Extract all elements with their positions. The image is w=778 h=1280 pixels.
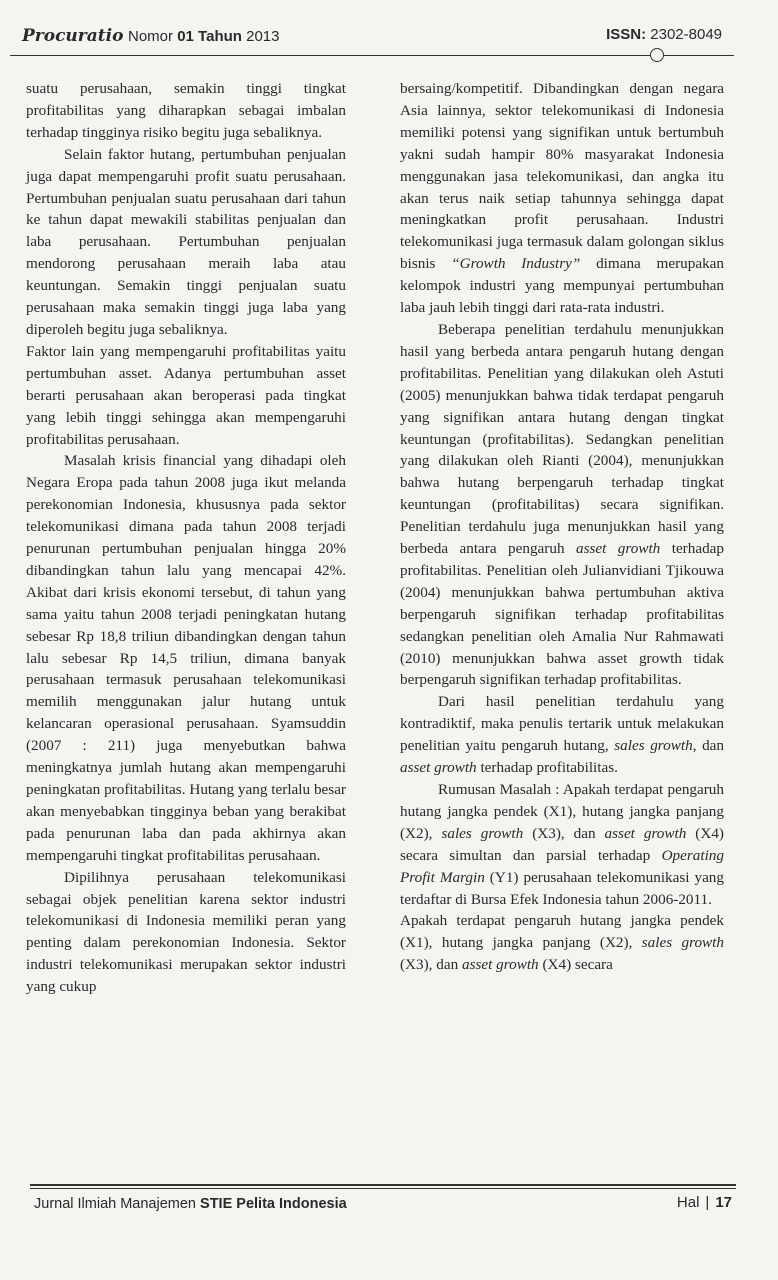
text-run: Faktor lain yang mempengaruhi profitabilitas yaitu pertumbuhan asset. Adanya pertumbuhan asset berarti perusahaan akan beroperasi pada tingkat yang lebih tinggi sehingga akan mempengaruhi profitabilitas perusahaan. bbox=[26, 342, 346, 448]
issn-label: ISSN: bbox=[606, 26, 647, 43]
footer-journal-name: Jurnal Ilmiah Manajemen bbox=[34, 1196, 196, 1212]
italic-term: sales growth bbox=[441, 824, 524, 842]
paragraph bbox=[26, 450, 346, 866]
text-run: Selain faktor hutang, pertumbuhan penjualan juga dapat mempengaruhi profit suatu perusahaan. Pertumbuhan penjualan suatu perusahaan dari tahun ke tahun dapat mewakili stabilitas penjualan dan laba perusahaan. Pertumbuhan penjualan mendorong perusahaan meraih laba atau keuntungan. Semakin tinggi penjualan suatu perusahaan maka semakin tinggi juga laba yang diperoleh begitu juga sebaliknya. bbox=[26, 145, 346, 338]
issue-info bbox=[128, 28, 279, 45]
text-run: Apakah terdapat pengaruh hutang jangka pendek (X1), hutang jangka panjang (X2), bbox=[400, 912, 724, 952]
left-column bbox=[26, 78, 346, 998]
right-column bbox=[400, 78, 724, 976]
issue-prefix: Nomor bbox=[128, 28, 174, 45]
text-run: Masalah krisis financial yang dihadapi oleh Negara Eropa pada tahun 2008 juga ikut melanda perekonomian Indonesia, khususnya pada sektor telekomunikasi dimana pada tahun 2008 terjadi penurunan pertumbuhan penjualan hingga 20% dibandingkan tahun lalu yang mencapai 42%. Akibat dari krisis ekonomi tersebut, di tahun yang sama yaitu tahun 2008 terjadi peningkatan hutang sebesar Rp 18,8 triliun dibandingkan dengan tahun lalu sebesar Rp 14,5 triliun, dimana banyak perusahaan termasuk perusahaan telekomunikasi memilih menggunakan jalur hutang untuk kelancaran operasional perusahaan. Syamsuddin (2007 : 211) juga menyebutkan bahwa meningkatnya jumlah hutang akan mempengaruhi peningkatan profitabilitas. Hutang yang terlalu besar akan menyebabkan tingginya beban yang berakibat pada penurunan laba dan pada akhirnya akan mempengaruhi tingkat profitabilitas perusahaan. bbox=[26, 452, 346, 864]
text-run: Beberapa penelitian terdahulu menunjukkan hasil yang berbeda antara pengaruh hutang dengan profitabilitas. Penelitian yang dilakukan oleh Astuti (2005) menunjukkan bahwa tidak terdapat pengaruh yang signifikan antara hutang dengan tingkat keuntungan (profitabilitas). Sedangkan penelitian yang dilakukan oleh Rianti (2004), menunjukkan bahwa hutang berpengaruh terhadap tingkat keuntungan (profitabilitas) secara signifikan. Penelitian terdahulu juga menunjukkan hasil yang berbeda antara pengaruh bbox=[400, 320, 724, 558]
text-run: Dari hasil penelitian terdahulu yang kontradiktif, maka penulis tertarik untuk melakukan penelitian yaitu pengaruh hutang, bbox=[400, 693, 724, 755]
paragraph bbox=[400, 319, 724, 691]
italic-term: Operating Profit Margin bbox=[400, 846, 724, 886]
italic-term: “Growth Industry” bbox=[451, 255, 581, 273]
issn-value: 2302-8049 bbox=[650, 26, 722, 43]
footer-institution: STIE Pelita Indonesia bbox=[200, 1196, 347, 1212]
text-run: (X3), dan bbox=[400, 956, 462, 974]
paragraph bbox=[26, 78, 346, 144]
page-number: 17 bbox=[715, 1194, 732, 1211]
journal-logo: Procuratio bbox=[22, 26, 124, 46]
italic-term: sales growth bbox=[641, 934, 725, 952]
italic-term: asset growth bbox=[462, 956, 539, 974]
page-number-block bbox=[677, 1194, 732, 1211]
text-run: suatu perusahaan, semakin tinggi tingkat profitabilitas yang diharapkan sebagai imbalan terhadap tingginya risiko begitu juga sebaliknya. bbox=[26, 80, 346, 141]
text-run: terhadap profitabilitas. Penelitian oleh Julianvidiani Tjikouwa (2004) menunjukkan bahwa pertumbuhan aktiva berpengaruh signifikan terhadap profitabilitas sedangkan penelitian oleh Amalia Nur Rahmawati (2010) menunjukkan bahwa asset growth tidak berpengaruh signifikan terhadap profitabilitas. bbox=[400, 540, 724, 689]
year: 2013 bbox=[246, 28, 280, 45]
issn bbox=[606, 26, 722, 43]
text-run: (X4) secara bbox=[538, 956, 613, 974]
text-run: (X4) secara simultan dan parsial terhadap bbox=[400, 824, 724, 864]
text-run: , dan bbox=[692, 737, 724, 755]
text-run: (Y1) perusahaan telekomunikasi yang terdaftar di Bursa Efek Indonesia tahun 2006-2011. bbox=[400, 868, 724, 908]
paragraph bbox=[26, 144, 346, 341]
issue-number: 01 bbox=[177, 28, 194, 45]
paragraph bbox=[400, 910, 724, 976]
page-header bbox=[22, 26, 736, 62]
text-run: Dipilihnya perusahaan telekomunikasi sebagai objek penelitian karena sektor industri telekomunikasi di Indonesia memiliki peran yang penting dalam perekonomian Indonesia. Sektor industri telekomunikasi merupakan sektor industri yang cukup bbox=[26, 868, 346, 996]
text-run: dimana merupakan kelompok industri yang mempunyai pertumbuhan laba jauh lebih tinggi dari rata-rata industri. bbox=[400, 255, 724, 317]
header-rule bbox=[10, 55, 734, 56]
paragraph bbox=[400, 779, 724, 910]
paragraph bbox=[400, 691, 724, 779]
text-run: (X3), dan bbox=[523, 824, 605, 842]
paragraph bbox=[400, 78, 724, 319]
header-rule-ornament bbox=[650, 48, 664, 62]
paragraph bbox=[26, 867, 346, 998]
page-label: Hal bbox=[676, 1194, 700, 1211]
text-run: Rumusan Masalah : Apakah terdapat pengaruh hutang jangka pendek (X1), hutang jangka panjang (X2), bbox=[400, 781, 724, 842]
italic-term: asset growth bbox=[604, 824, 687, 842]
footer-rule bbox=[30, 1184, 736, 1186]
footer-rule-thin bbox=[30, 1188, 736, 1189]
italic-term: asset growth bbox=[400, 759, 477, 777]
italic-term: asset growth bbox=[575, 540, 661, 558]
text-run: terhadap profitabilitas. bbox=[476, 759, 618, 777]
paragraph bbox=[26, 341, 346, 451]
year-prefix: Tahun bbox=[198, 28, 242, 45]
text-run: bersaing/kompetitif. Dibandingkan dengan negara Asia lainnya, sektor telekomunikasi di Indonesia memiliki potensi yang signifikan untuk bertumbuh yakni sudah hampir 80% masyarakat Indonesia menggunakan jasa telekomunikasi, dan angka itu akan terus naik setiap tahunnya sehingga dapat meningkatkan profit perusahaan. Industri telekomunikasi juga termasuk dalam golongan siklus bisnis bbox=[400, 80, 724, 273]
page-separator: | bbox=[705, 1194, 710, 1211]
italic-term: sales growth bbox=[614, 737, 693, 755]
footer-journal bbox=[34, 1196, 347, 1212]
